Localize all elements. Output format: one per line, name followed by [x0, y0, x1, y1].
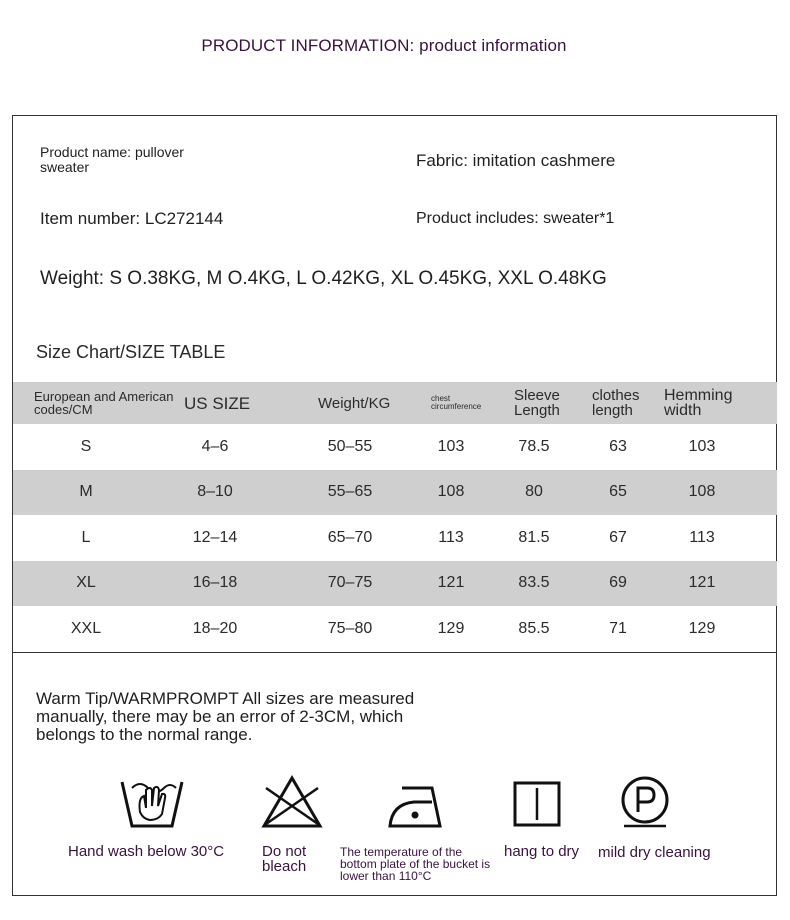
table-cell: 70–75	[327, 574, 373, 592]
header-us-size: US SIZE	[184, 393, 251, 413]
table-cell: 108	[437, 483, 465, 501]
table-cell: 85.5	[518, 619, 550, 637]
iron-label: The temperature of the bottom plate of the bucket is lower than 110°C	[340, 845, 491, 883]
item-number: Item number: LC272144	[40, 209, 224, 228]
table-row	[13, 470, 777, 516]
table-cell: 121	[688, 574, 716, 592]
no-bleach-icon	[260, 774, 324, 830]
header-eu-codes: European and American codes/CM	[34, 389, 174, 417]
table-header-row	[13, 382, 777, 424]
table-cell: 103	[688, 437, 716, 455]
section-divider	[13, 652, 777, 653]
hand-wash-label: Hand wash below 30°C	[68, 843, 225, 860]
product-name: Product name: pullover sweater	[40, 144, 184, 175]
table-cell: XL	[76, 574, 96, 592]
table-cell: 108	[688, 483, 716, 501]
dry-clean-label: mild dry cleaning	[598, 844, 711, 861]
hand-wash-icon	[118, 774, 186, 832]
no-bleach-label: Do not bleach	[262, 843, 307, 875]
table-cell: 55–65	[327, 483, 373, 501]
table-cell: L	[81, 528, 91, 546]
table-cell: 83.5	[518, 574, 550, 592]
table-row	[13, 561, 777, 607]
table-cell: S	[80, 437, 92, 455]
table-cell: 103	[437, 437, 465, 455]
warm-tip: Warm Tip/WARMPROMPT All sizes are measured manually, there may be an error of 2-3CM, which belongs to the normal range.	[36, 689, 415, 744]
iron-icon	[386, 782, 446, 830]
header-weight: Weight/KG	[318, 394, 391, 412]
fabric: Fabric: imitation cashmere	[416, 151, 616, 170]
table-cell: 78.5	[518, 437, 550, 455]
header-hemming: Hemming width	[664, 387, 733, 419]
table-cell: 121	[437, 574, 465, 592]
table-cell: 71	[609, 619, 627, 637]
table-cell: 65–70	[327, 528, 373, 546]
header-clothes-length: clothes length	[592, 387, 640, 419]
table-cell: 113	[438, 528, 464, 546]
table-row	[13, 606, 777, 652]
table-cell: 113	[689, 528, 715, 546]
weight-info: Weight: S O.38KG, M O.4KG, L O.42KG, XL O.45KG, XXL O.48KG	[40, 268, 607, 289]
hang-dry-icon	[512, 780, 562, 828]
table-cell: 81.5	[518, 528, 550, 546]
table-cell: 18–20	[192, 619, 238, 637]
table-cell: 8–10	[197, 483, 233, 501]
table-cell: 12–14	[192, 528, 238, 546]
table-cell: 16–18	[192, 574, 238, 592]
table-cell: M	[79, 483, 93, 501]
table-cell: 69	[609, 574, 627, 592]
product-includes: Product includes: sweater*1	[416, 210, 615, 227]
header-sleeve: Sleeve Length	[514, 387, 560, 419]
table-cell: XXL	[70, 619, 102, 637]
table-cell: 129	[688, 619, 716, 637]
header-chest: chest circumference	[431, 394, 482, 411]
hang-dry-label: hang to dry	[504, 843, 580, 860]
table-cell: 50–55	[327, 437, 373, 455]
table-cell: 4–6	[201, 437, 229, 455]
size-chart-title: Size Chart/SIZE TABLE	[36, 342, 226, 362]
table-row	[13, 424, 777, 470]
table-cell: 63	[609, 437, 627, 455]
page-title: PRODUCT INFORMATION: product information	[201, 36, 567, 55]
table-row	[13, 515, 777, 561]
table-cell: 67	[609, 528, 627, 546]
dry-clean-icon	[618, 774, 672, 830]
table-cell: 65	[609, 483, 627, 501]
table-cell: 129	[437, 619, 465, 637]
table-cell: 80	[525, 483, 543, 501]
size-table	[13, 382, 777, 652]
table-cell: 75–80	[327, 619, 373, 637]
